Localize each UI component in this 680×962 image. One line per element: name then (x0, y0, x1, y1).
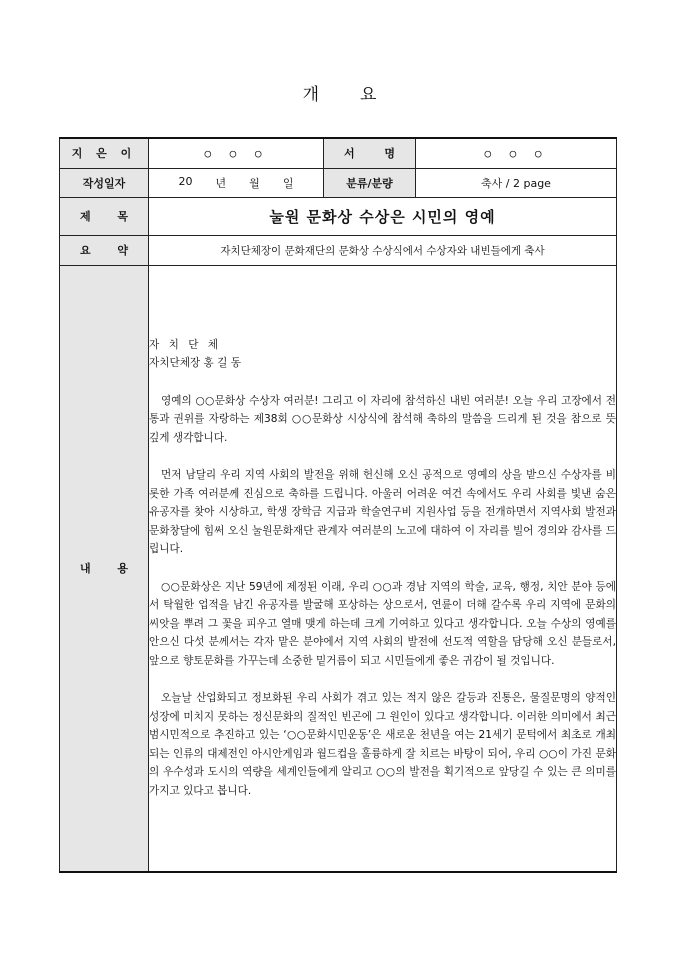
speech-paragraph: ○○문화상은 지난 59년에 제정된 이래, 우리 ○○과 경남 지역의 학술, 교육, 행정, 치안 분야 등에서 탁월한 업적을 남긴 유공자를 발굴해 포상하는 상으로서, 연륜이 더해 갈수록 우리 지역에 문화의 씨앗을 뿌려 그 꽃을 피우고 열매 맺게 하는데 크게 기여하고 있다고 생각합니다. 오늘 수상의 영예를 안으신 다섯 분께서는 각자 맡은 분야에서 지역 사회의 발전에 선도적 역할을 담당해 오신 분들로서, 앞으로 향토문화를 가꾸는데 소중한 밑거름이 되고 시민들에게 좋은 귀감이 될 것입니다. (149, 580, 616, 667)
date-value: 20 년 월 일 (149, 168, 324, 197)
author-label: 지 은 이 (60, 138, 149, 168)
overview-table (59, 137, 617, 873)
date-label: 작성일자 (60, 168, 149, 197)
row-summary (60, 235, 617, 265)
summary-value: 자치단체장이 문화재단의 문화상 수상식에서 수상자와 내빈들에게 축사 (149, 235, 617, 265)
speaker-organization: 자 치 단 체 (149, 338, 222, 351)
row-subject (60, 197, 617, 235)
author-value: ○ ○ ○ (149, 138, 324, 168)
category-label: 분류/분량 (324, 168, 416, 197)
row-date (60, 168, 617, 197)
document-title (0, 80, 680, 105)
signature-value: ○ ○ ○ (416, 138, 617, 168)
speech-paragraph: 오늘날 산업화되고 정보화된 우리 사회가 겪고 있는 적지 않은 갈등과 진통은, 물질문명의 양적인 성장에 미치지 못하는 정신문화의 질적인 빈곤에 그 원인이 있다고 생각합니다. 이러한 의미에서 최근 범시민적으로 추진하고 있는 ‘○○문화시민운동’은 새로운 천년을 여는 21세기 문턱에서 최초로 개최되는 인류의 대제전인 아시안게임과 월드컵을 훌륭하게 잘 치르는 바탕이 되어, 우리 ○○이 가진 문화의 우수성과 도시의 역량을 세계인들에게 알리고 ○○의 발전을 획기적으로 앞당길 수 있는 큰 의미를 가지고 있다고 봅니다. (149, 692, 616, 798)
speech-paragraph: 먼저 남달리 우리 지역 사회의 발전을 위해 헌신해 오신 공적으로 영예의 상을 받으신 수상자를 비롯한 가족 여러분께 진심으로 축하를 드립니다. 아울러 어려운 여건 속에서도 우리 사회를 빛낸 숨은 유공자를 찾아 시상하고, 학생 장학금 지급과 학술연구비 지원사업 등을 전개하면서 지역사회 발전과 문화창달에 힘써 오신 눌원문화재단 관계자 여러분의 노고에 대하여 이 자리를 빌어 경의와 감사를 드립니다. (149, 468, 616, 556)
signature-label: 서 명 (324, 138, 416, 168)
speech-paragraph: 영예의 ○○문화상 수상자 여러분! 그리고 이 자리에 참석하신 내빈 여러분! 오늘 우리 고장에서 전통과 권위를 자랑하는 제38회 ○○문화상 시상식에 참석해 축하의 말씀을 드리게 된 것을 참으로 뜻 깊게 생각합니다. (149, 394, 616, 444)
subject-label: 제 목 (60, 197, 149, 235)
row-author (60, 138, 617, 168)
content-body (149, 265, 617, 872)
title-char-1: 개 (302, 85, 320, 105)
speaker-name: 자치단체장 홍 길 동 (149, 357, 241, 370)
content-label: 내 용 (60, 265, 149, 872)
category-value: 축사 / 2 page (416, 168, 617, 197)
summary-label: 요 약 (60, 235, 149, 265)
row-content (60, 265, 617, 872)
subject-value: 눌원 문화상 수상은 시민의 영예 (149, 197, 617, 235)
title-char-2: 요 (360, 85, 378, 105)
